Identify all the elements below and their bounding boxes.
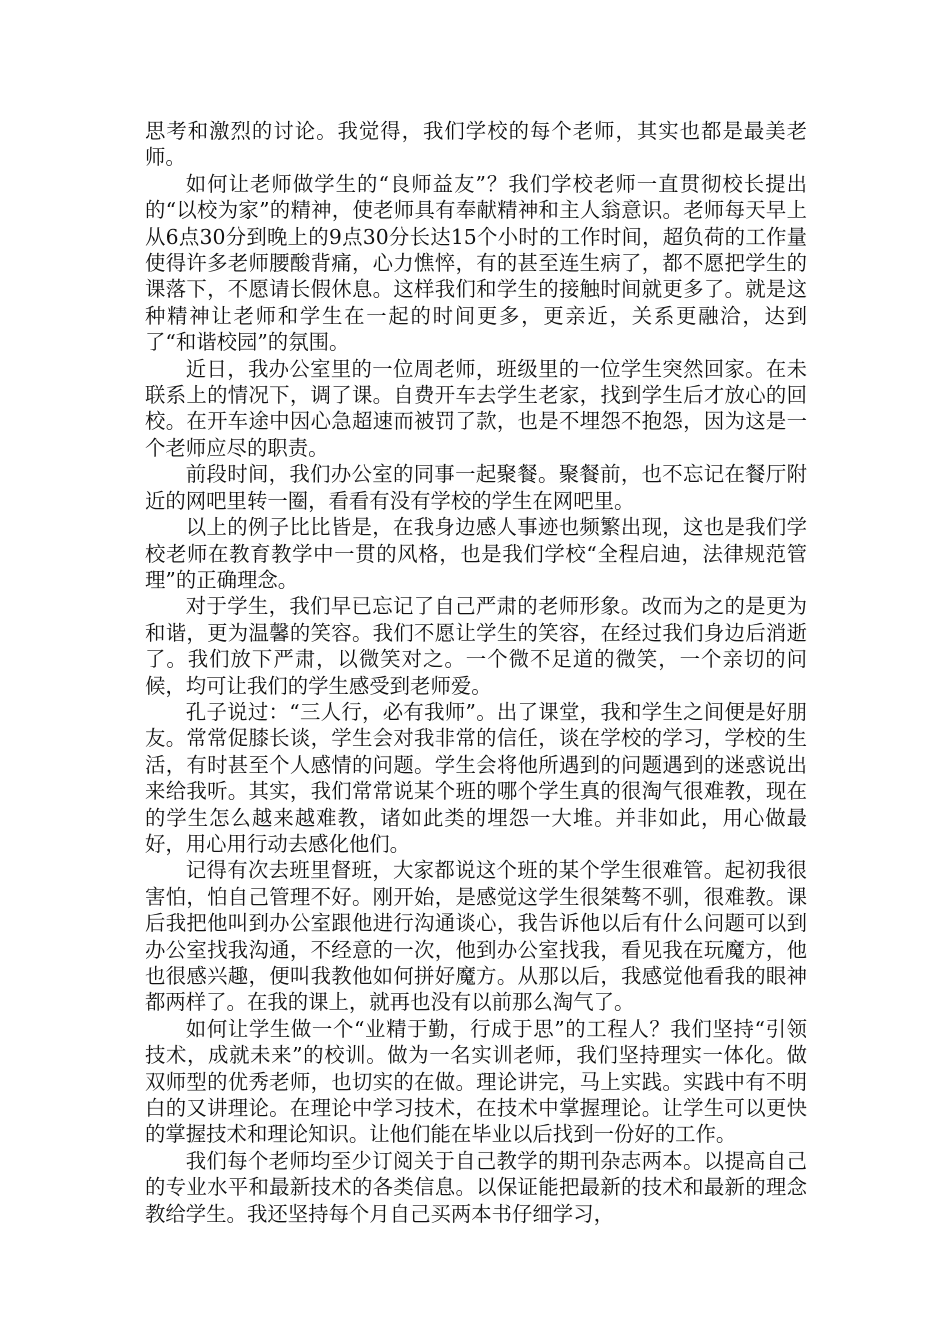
paragraph-examples: 以上的例子比比皆是，在我身边感人事迹也频繁出现，这也是我们学校老师在教育教学中一贯的风格，也是我们学校“全程启迪，法律规范管理”的正确理念。 [145,515,807,592]
document-page [145,118,807,1227]
paragraph-teacher-zhou: 近日，我办公室里的一位周老师，班级里的一位学生突然回家。在未联系上的情况下，调了课。自费开车去学生老家，找到学生后才放心的回校。在开车途中因心急超速而被罚了款，也是不埋怨不抱怨，因为这是一个老师应尽的职责。 [145,356,807,460]
paragraph-dinner: 前段时间，我们办公室的同事一起聚餐。聚餐前，也不忘记在餐厅附近的网吧里转一圈，看看有没有学校的学生在网吧里。 [145,462,807,513]
paragraph-smile: 对于学生，我们早已忘记了自己严肃的老师形象。改而为之的是更为和谐，更为温馨的笑容。我们不愿让学生的笑容，在经过我们身边后消逝了。我们放下严肃，以微笑对之。一个微不足道的微笑，一个亲切的问候，均可让我们的学生感受到老师爱。 [145,594,807,698]
paragraph-mentor-friend: 如何让老师做学生的“良师益友”？我们学校老师一直贯彻校长提出的“以校为家”的精神，使老师具有奉献精神和主人翁意识。老师每天早上从6点30分到晚上的9点30分长达15个小时的工作时间，超负荷的工作量使得许多老师腰酸背痛，心力憔悴，有的甚至连生病了，都不愿把学生的课落下，不愿请长假休息。这样我们和学生的接触时间就更多了。就是这种精神让老师和学生在一起的时间更多，更亲近，关系更融洽，达到了“和谐校园”的氛围。 [145,171,807,355]
paragraph-engineer: 如何让学生做一个“业精于勤，行成于思”的工程人？我们坚持“引领技术，成就未来”的校训。做为一名实训老师，我们坚持理实一体化。做双师型的优秀老师，也切实的在做。理论讲完，马上实践。实践中有不明白的又讲理论。在理论中学习技术，在技术中掌握理论。让学生可以更快的掌握技术和理论知识。让他们能在毕业以后找到一份好的工作。 [145,1016,807,1147]
paragraph-confucius: 孔子说过：“三人行，必有我师”。出了课堂，我和学生之间便是好朋友。常常促膝长谈，学生会对我非常的信任，谈在学校的学习，学校的生活，有时甚至个人感情的问题。学生会将他所遇到的问题遇到的迷惑说出来给我听。其实，我们常常说某个班的哪个学生真的很淘气很难教，现在的学生怎么越来越难教，诸如此类的埋怨一大堆。并非如此，用心做最好，用心用行动去感化他们。 [145,699,807,856]
paragraph-continuation: 思考和激烈的讨论。我觉得，我们学校的每个老师，其实也都是最美老师。 [145,119,807,170]
paragraph-rubiks-cube: 记得有次去班里督班，大家都说这个班的某个学生很难管。起初我很害怕，怕自己管理不好。刚开始，是感觉这学生很桀骜不驯，很难教。课后我把他叫到办公室跟他进行沟通谈心，我告诉他以后有什么问题可以到办公室找我沟通，不经意的一次，他到办公室找我，看见我在玩魔方，他也很感兴趣，便叫我教他如何拼好魔方。从那以后，我感觉他看我的眼神都两样了。在我的课上，就再也没有以前那么淘气了。 [145,858,807,1015]
paragraph-journals: 我们每个老师均至少订阅关于自己教学的期刊杂志两本。以提高自己的专业水平和最新技术的各类信息。以保证能把最新的技术和最新的理念教给学生。我还坚持每个月自己买两本书仔细学习， [145,1148,807,1226]
